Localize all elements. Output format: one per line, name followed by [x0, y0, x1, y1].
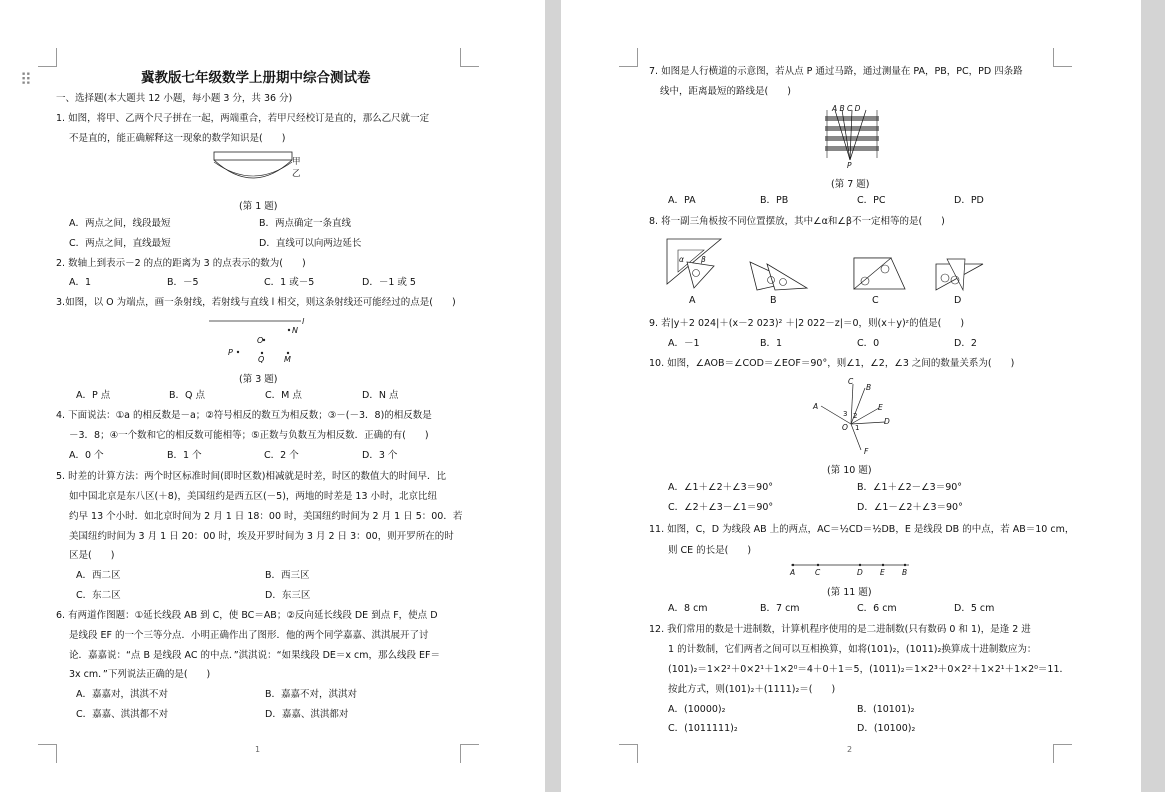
page-2 [561, 0, 1141, 792]
q4-option-d: D．3 个 [362, 450, 398, 461]
q7-text: 7. 如图是人行横道的示意图，若从点 P 通过马路，通过测量在 PA，PB，PC，PD 四条路 [649, 66, 1023, 77]
q4-option-a: A．0 个 [69, 450, 104, 461]
q7-option-c: C．PC [857, 195, 886, 206]
q1-text: 1. 如图，将甲、乙两个尺子拼在一起，两端重合，若甲尺经校订是直的，那么乙尺就一定 [56, 113, 430, 124]
crop-mark [38, 48, 57, 67]
q1-option-d: D．直线可以向两边延长 [259, 238, 362, 249]
q4-option-c: C．2 个 [264, 450, 299, 461]
q8-figure-c [851, 255, 907, 293]
q3-fig-label: l [302, 317, 305, 326]
q11-caption: (第 11 题) [827, 587, 872, 598]
q8-figure-d [933, 256, 985, 292]
q6-text: 论．嘉嘉说：“点 B 是线段 AC 的中点．”淇淇说：“如果线段 DE＝x cm，那么线段 EF＝ [69, 650, 441, 661]
q6-option-a: A．嘉嘉对，淇淇不对 [76, 689, 168, 700]
q11-option-c: C．6 cm [857, 603, 897, 614]
q1-caption: (第 1 题) [239, 201, 278, 212]
q9-option-d: D．2 [954, 338, 977, 349]
q12-option-c: C．(1011111)₂ [668, 723, 738, 734]
q11-option-a: A．8 cm [668, 603, 708, 614]
q5-option-c: C．东二区 [76, 590, 121, 601]
q7-caption: (第 7 题) [831, 179, 870, 190]
page-1 [0, 0, 545, 792]
q3-option-b: B．Q 点 [169, 390, 206, 401]
q2-option-b: B．－5 [167, 277, 199, 288]
q10-fig-label: B [866, 383, 872, 392]
q7-option-a: A．PA [668, 195, 696, 206]
q4-option-b: B．1 个 [167, 450, 202, 461]
page-number: 2 [847, 745, 853, 754]
q10-option-a: A．∠1＋∠2＋∠3＝90° [668, 482, 774, 493]
q10-caption: (第 10 题) [827, 465, 872, 476]
crop-mark [38, 744, 57, 763]
q10-fig-label: D [884, 417, 890, 426]
page-title: 冀教版七年级数学上册期中综合测试卷 [141, 70, 371, 86]
crop-mark [460, 744, 479, 763]
page-gutter [1141, 0, 1165, 792]
q1-option-b: B．两点确定一条直线 [259, 218, 352, 229]
q11-fig-label: A [790, 568, 796, 577]
q9-option-c: C．0 [857, 338, 880, 349]
q2-text: 2. 数轴上到表示－2 的点的距离为 3 的点表示的数为( ) [56, 258, 306, 269]
crop-mark [619, 744, 638, 763]
q8-text: 8. 将一副三角板按不同位置摆放，其中∠α和∠β不一定相等的是( ) [649, 216, 945, 227]
q10-option-b: B．∠1＋∠2－∠3＝90° [857, 482, 963, 493]
q11-fig-label: E [880, 568, 885, 577]
q10-text: 10. 如图，∠AOB＝∠COD＝∠EOF＝90°，则∠1，∠2，∠3 之间的数量关系为( ) [649, 358, 1015, 369]
q6-text: 3x cm．”下列说法正确的是( ) [69, 669, 211, 680]
q10-fig-label: F [864, 447, 869, 456]
q8-figure-b [747, 254, 811, 294]
q3-text: 3.如图，以 O 为端点，画一条射线，若射线与直线 l 相交，则这条射线还可能经过的点是( ) [56, 297, 456, 308]
q5-text: 美国纽约时间为 3 月 1 日 20：00 时，埃及开罗时间为 3 月 2 日 3：00，则开罗所在的时 [69, 531, 454, 542]
q4-text: －3．8；④一个数和它的相反数可能相等；⑤正数与负数互为相反数．正确的有( ) [69, 430, 429, 441]
q8-figure-a [664, 236, 724, 292]
q10-fig-label: O [842, 423, 848, 432]
q10-fig-label: E [878, 403, 883, 412]
q3-option-d: D．N 点 [362, 390, 399, 401]
q10-fig-label: 1 [855, 424, 860, 432]
q6-option-b: B．嘉嘉不对，淇淇对 [265, 689, 358, 700]
q9-text: 9. 若|y＋2 024|＋(x－2 023)² ＋|2 022－z|＝0，则(x＋y)ᶻ的值是( ) [649, 318, 965, 329]
q7-figure [823, 106, 883, 168]
q2-option-a: A．1 [69, 277, 92, 288]
q9-option-a: A．－1 [668, 338, 700, 349]
q8-option-a: A [689, 295, 696, 306]
q10-option-c: C．∠2＋∠3－∠1＝90° [668, 502, 774, 513]
q11-text: 11. 如图，C，D 为线段 AB 上的两点，AC＝½CD＝½DB，E 是线段 DB 的中点，若 AB＝10 cm， [649, 524, 1075, 535]
q8-alpha-label: α [679, 255, 684, 264]
crop-mark [1053, 48, 1072, 67]
page-number: 1 [255, 745, 261, 754]
q8-beta-label: β [701, 255, 706, 264]
q6-text: 是线段 EF 的一个三等分点．小明正确作出了图形．他的两个同学嘉嘉、淇淇展开了讨 [69, 630, 429, 641]
crop-mark [460, 48, 479, 67]
page-gutter [545, 0, 561, 792]
crop-mark [619, 48, 638, 67]
q4-text: 4. 下面说法：①a 的相反数是－a；②符号相反的数互为相反数；③－(－3．8)的相反数是 [56, 410, 432, 421]
q1-fig-label: 甲 [292, 157, 301, 167]
q3-fig-label: M [284, 355, 291, 364]
q5-option-d: D．东三区 [265, 590, 311, 601]
q10-option-d: D．∠1－∠2＋∠3＝90° [857, 502, 963, 513]
q3-fig-label: O [257, 336, 264, 345]
q3-caption: (第 3 题) [239, 374, 278, 385]
q8-option-b: B [770, 295, 777, 306]
q3-fig-label: P [228, 348, 233, 357]
q7-fig-label: P [847, 161, 852, 170]
q7-option-b: B．PB [760, 195, 789, 206]
q10-fig-label: 3 [843, 410, 848, 418]
q5-option-a: A．西二区 [76, 570, 121, 581]
section-heading: 一、选择题(本大题共 12 小题，每小题 3 分，共 36 分) [56, 93, 293, 104]
q3-fig-label: N [292, 326, 298, 335]
q2-option-c: C．1 或－5 [264, 277, 315, 288]
q5-text: 区是( ) [69, 550, 115, 561]
q11-fig-label: C [815, 568, 821, 577]
q6-option-d: D．嘉嘉、淇淇都对 [265, 709, 349, 720]
q10-fig-label: A [813, 402, 819, 411]
q12-option-d: D．(10100)₂ [857, 723, 916, 734]
q3-fig-label: Q [258, 355, 265, 364]
q12-option-a: A．(10000)₂ [668, 704, 726, 715]
q7-fig-label: A B C D [832, 104, 861, 113]
q11-fig-label: B [902, 568, 908, 577]
drag-handle-icon[interactable]: ⠿ [20, 70, 32, 89]
q3-option-a: A．P 点 [76, 390, 111, 401]
q6-text: 6. 有两道作图题：①延长线段 AB 到 C，使 BC＝AB；②反向延长线段 DE 到点 F，使点 D [56, 610, 438, 621]
q10-fig-label: 2 [853, 412, 858, 420]
q9-option-b: B．1 [760, 338, 783, 349]
q5-text: 5. 时差的计算方法：两个时区标准时间(即时区数)相减就是时差，时区的数值大的时间早．比 [56, 471, 446, 482]
q11-option-b: B．7 cm [760, 603, 800, 614]
q5-text: 如中国北京是东八区(＋8)，美国纽约是西五区(－5)，两地的时差是 13 小时，北京比纽 [69, 491, 438, 502]
q2-option-d: D．－1 或 5 [362, 277, 416, 288]
q12-text: 1 的计数制，它们两者之间可以互相换算，如将(101)₂，(1011)₂换算成十进制数应为： [668, 644, 1037, 655]
q6-option-c: C．嘉嘉、淇淇都不对 [76, 709, 169, 720]
q11-figure [789, 560, 913, 570]
q3-option-c: C．M 点 [265, 390, 302, 401]
q12-option-b: B．(10101)₂ [857, 704, 915, 715]
q11-option-d: D．5 cm [954, 603, 995, 614]
q7-option-d: D．PD [954, 195, 984, 206]
q8-option-d: D [954, 295, 962, 306]
q1-fig-label: 乙 [292, 169, 301, 179]
q1-option-a: A．两点之间，线段最短 [69, 218, 171, 229]
q1-option-c: C．两点之间，直线最短 [69, 238, 171, 249]
q5-text: 约早 13 个小时．如北京时间为 2 月 1 日 18：00 时，美国纽约时间为 2 月 1 日 5：00．若 [69, 511, 463, 522]
q12-text: 按此方式，则(101)₂＋(1111)₂＝( ) [668, 684, 836, 695]
q8-option-c: C [872, 295, 879, 306]
q11-fig-label: D [857, 568, 863, 577]
q12-text: (101)₂＝1×2²＋0×2¹＋1×2⁰＝4＋0＋1＝5，(1011)₂＝1×2³＋0×2²＋1×2¹＋1×2⁰＝11． [668, 664, 1070, 675]
crop-mark [1053, 744, 1072, 763]
q10-fig-label: C [848, 377, 854, 386]
q12-text: 12. 我们常用的数是十进制数，计算机程序使用的是二进制数(只有数码 0 和 1)，是逢 2 进 [649, 624, 1031, 635]
q11-text: 则 CE 的长是( ) [668, 545, 752, 556]
q1-text: 不是直的，能正确解释这一现象的数学知识是( ) [69, 133, 286, 144]
q5-option-b: B．西三区 [265, 570, 310, 581]
q7-text: 线中，距离最短的路线是( ) [660, 86, 791, 97]
